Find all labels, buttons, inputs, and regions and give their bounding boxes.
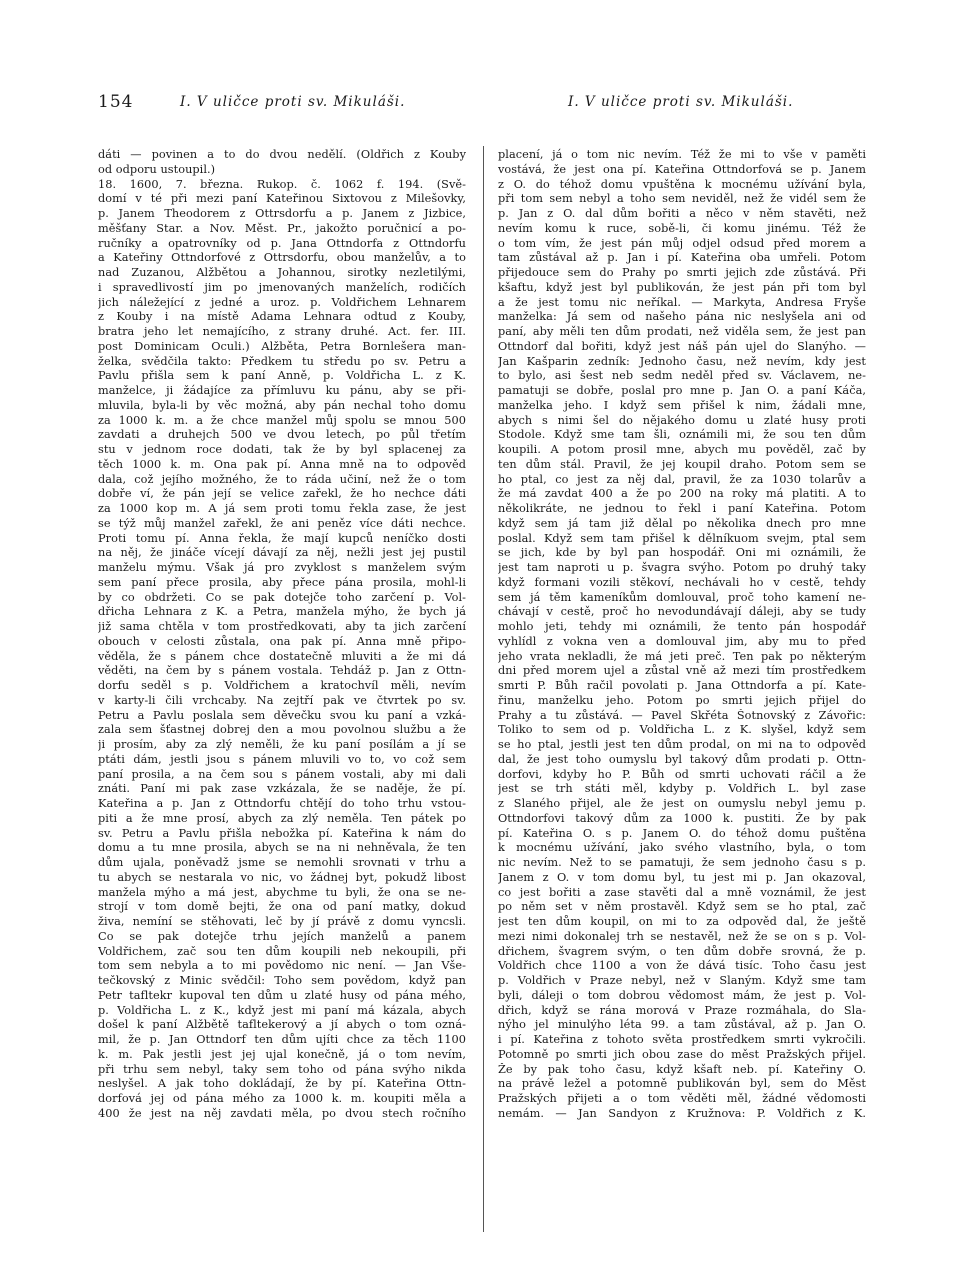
text-line: Že by pak toho času, když kšaft neb. pí. Kateřiny O. <box>498 1062 866 1076</box>
text-line: stu v jednom roce dodati, tak že by byl splacenej za <box>98 443 466 456</box>
text-line: Potomně po smrti jich obou zase do měst Pražských přijel. <box>498 1047 866 1061</box>
text-line: domu a tu mne prosila, abych se na ni nehněvala, že ten <box>98 841 466 855</box>
text-line: dala, což jejího možného, že to ráda učiní, než že o tom <box>98 472 466 486</box>
text-line: Voldřich chce 1100 a von že dává tisíc. Toho času jest <box>498 959 866 973</box>
text-line: zavdati a druhejch 500 ve dvou letech, po půl třetím <box>98 428 466 442</box>
running-head-left: I. V uličce proti sv. Mikuláši. <box>180 94 406 110</box>
text-line: kšaftu, když jest byl publikován, že jest pán při tom byl <box>498 280 866 294</box>
text-line: pí. Kateřina O. s p. Janem O. do téhož domu puštěna <box>498 826 866 840</box>
text-line: Toliko to sem od p. Voldřicha L. z K. slyšel, když sem <box>498 723 866 737</box>
text-line: pamatuji se dobře, poslal pro mne p. Jan O. a paní Káča, <box>498 384 866 397</box>
text-line: sem paní přece prosila, aby přece pána prosila, mohl-li <box>98 575 466 589</box>
text-line: Co se pak dotejče trhu jejích manželů a panem <box>98 929 466 943</box>
text-line: domí v té při mezi paní Kateřinou Sixtovou z Milešovky, <box>98 192 466 206</box>
text-line: i pí. Kateřina z tohoto světa prostředkem smrti vykročili. <box>498 1033 866 1046</box>
text-line: nemám. — Jan Sandyon z Kružnova: P. Voldřich z K. <box>498 1106 866 1120</box>
text-line: věděti, na čem by s pánem vostala. Tehdáž p. Jan z Ottn- <box>98 664 466 678</box>
text-line: p. Voldřicha L. z K., když jest mi paní má kázala, abych <box>98 1003 466 1017</box>
text-line: a že jest tomu nic neříkal. — Markyta, Andresa Fryše <box>498 295 866 309</box>
text-line: mluvila, byla-li by věc možná, aby pán nechal toho domu <box>98 398 466 412</box>
text-line: živa, nemíní se stěhovati, leč by jí právě z domu vyncsli. <box>98 915 466 928</box>
text-line: za 1000 k. m. a že chce manžel můj spolu se mnou 500 <box>98 413 466 427</box>
text-line: těch 1000 k. m. Ona pak pí. Anna mně na to odpověd <box>98 457 466 471</box>
text-line: dorfu seděl s p. Voldřichem a kratochvíl měli, nevím <box>98 679 466 692</box>
text-line: několikráte, ne jednou to řekl i paní Kateřina. Potom <box>498 502 866 515</box>
text-line: p. Jan z O. dal dům bořiti a něco v něm stavěti, než <box>498 207 866 220</box>
text-line: bratra jeho let nemajícího, z strany druhé. Act. fer. III. <box>98 325 466 338</box>
text-line: poslal. Když sem tam přišel k dělníkuom svejm, ptal sem <box>498 531 866 545</box>
text-line: dorfová jej od pána mého za 1000 k. m. koupiti měla a <box>98 1092 466 1105</box>
text-line: manželu mýmu. Však já pro zvyklost s manželem svým <box>98 561 466 574</box>
text-line: po něm set v něm prostavěl. Když sem se ho ptal, zač <box>498 900 866 914</box>
text-line: koupili. A potom prosil mne, abych mu pověděl, zač by <box>498 443 866 456</box>
text-line: na právě ležel a potomně publikován byl, sem do Měst <box>498 1077 866 1091</box>
text-line: i spravedlivostí jim po jmenovaných manželích, rodičích <box>98 280 466 294</box>
text-line: měšťany Star. a Nov. Měst. Pr., jakožto poručnicí a po- <box>98 221 466 235</box>
text-line: manželka jeho. I když sem přišel k nim, žádali mne, <box>498 398 866 412</box>
text-line: při trhu sem nebyl, taky sem toho od pána svýho nikda <box>98 1062 466 1076</box>
text-line: nic nevím. Než to se pamatuji, že sem jednoho času s p. <box>498 856 866 869</box>
text-line: neslyšel. A jak toho dokládají, že by pí. Kateřina Ottn- <box>98 1077 466 1091</box>
text-line: nevím komu k ruce, sobě-li, či komu jinému. Též že <box>498 221 866 235</box>
text-line: co jest bořiti a zase stavěti dal a mně voznámil, že jest <box>498 885 866 899</box>
text-line: paní prosila, a na čem sou s pánem vostali, aby mi dali <box>98 767 466 781</box>
text-line: znáti. Paní mi pak zase vzkázala, že se naděje, že pí. <box>98 782 466 796</box>
text-line: dům ujala, poněvadž jsme se nemohli srovnati v trhu a <box>98 856 466 869</box>
running-head-right: I. V uličce proti sv. Mikuláši. <box>568 94 794 110</box>
text-line: byli, dáleji o tom dobrou vědomost mám, že jest p. Vol- <box>498 988 866 1002</box>
text-line: p. Janem Theodorem z Ottrsdorfu a p. Janem z Jizbice, <box>98 207 466 220</box>
text-line: chávají v cestě, proč ho nevodundávají dáleji, aby se tudy <box>498 605 866 619</box>
text-line: post Dominicam Oculi.) Alžběta, Petra Bornlešera man- <box>98 339 466 353</box>
text-line: ten dům stál. Pravil, že jej koupil draho. Potom sem se <box>498 457 866 471</box>
text-line: v karty-li čili vrchcaby. Na zejtří pak ve čtvrtek po sv. <box>98 693 466 707</box>
text-line: ručníky a opatrovníky od p. Jana Ottndorfa z Ottndorfu <box>98 236 466 250</box>
text-line: k mocnému užívání, jako svého vlastního, byla, o tom <box>498 841 866 855</box>
text-line: tečkovský z Minic svědčil: Toho sem povědom, když pan <box>98 974 466 987</box>
text-line: by co obdržeti. Co se pak dotejče toho zarčení p. Vol- <box>98 590 466 604</box>
text-line: obouch v celosti zůstala, ona pak pí. Anna mně připo- <box>98 634 466 648</box>
text-line: k. m. Pak jestli jest jej ujal konečně, já o tom nevím, <box>98 1047 466 1061</box>
left-column <box>98 148 466 1122</box>
text-line: dorfovi, kdyby ho P. Bůh od smrti uchovati ráčil a že <box>498 767 866 781</box>
text-line: jich náležející z jedné a uroz. p. Voldřichem Lehnarem <box>98 295 466 309</box>
text-line: se týž můj manžel zařekl, že ani peněz více dáti nechce. <box>98 516 466 530</box>
text-line: se ho ptal, jestli jest ten dům prodal, on mi na to odpověd <box>498 738 866 751</box>
text-line: dřichem, švagrem svým, o ten dům dobře srovná, že p. <box>498 944 866 958</box>
text-line: tu abych se nestarala vo nic, vo žádnej byt, pokudž libost <box>98 870 466 884</box>
text-line: mohlo jeti, tehdy mi oznámili, že tento pán hospodář <box>498 620 866 633</box>
text-line: manželce, ji žádajíce za přímluvu ku pánu, aby se při- <box>98 384 466 397</box>
text-line: Jan Kašparin zedník: Jednoho času, než nevím, kdy jest <box>498 354 866 368</box>
text-line: vyhlídl z vokna ven a domlouval jim, aby mu to před <box>498 634 866 648</box>
text-line: Prahy a tu zůstává. — Pavel Skřéta Šotnovský z Závořic: <box>498 708 866 722</box>
text-line: se jich, kde by byl pan hospodář. Oni mi oznámili, že <box>498 546 866 560</box>
page-header <box>0 92 960 118</box>
text-line: přijedouce sem do Prahy po smrti jejich zde zůstává. Při <box>498 266 866 279</box>
text-line: piti a že mne prosí, abych za zlý neměla. Ten pátek po <box>98 811 466 825</box>
text-line: manželka: Já sem od našeho pána nic neslyšela ani od <box>498 310 866 324</box>
text-line: o tom vím, že jest pán můj odjel odsud před morem a <box>498 236 866 250</box>
text-line: z Slaného přijel, ale že jest on oumyslu nebyl jemu p. <box>498 797 866 810</box>
text-line: jest tam naproti u p. švagra svýho. Potom po druhý taky <box>498 561 866 574</box>
text-line: ho ptal, co jest za něj dal, pravil, že za 1030 tolarův a <box>498 472 866 486</box>
text-line: Proti tomu pí. Anna řekla, že mají kupců neníčko dosti <box>98 531 466 545</box>
text-line: nýho jel minulýho léta 99. a tam zůstával, až p. Jan O. <box>498 1018 866 1032</box>
text-line: Stodole. Když sme tam šli, oznámili mi, že sou ten dům <box>498 428 866 442</box>
text-line: strojí v tom domě bejti, že ona od paní matky, dokud <box>98 900 466 914</box>
text-line: při tom sem nebyl a toho sem neviděl, než že vidél sem že <box>498 192 866 206</box>
text-line: Ottndorf dal bořiti, když jest náš pán ujel do Slanýho. — <box>498 339 866 353</box>
text-line: od odporu ustoupil.) <box>98 162 216 176</box>
text-line: Janem z O. v tom domu byl, tu jest mi p. Jan okazoval, <box>498 870 866 884</box>
text-line: jest se trh státi měl, kdyby p. Voldřich L. byl zase <box>498 782 866 796</box>
text-line: želka, svědčila takto: Předkem tu středu po sv. Petru a <box>98 354 466 368</box>
text-line: Voldřichem, zač sou ten dům koupili neb nekoupili, při <box>98 944 466 958</box>
text-line: dal, že jest toho oumyslu byl takový dům prodati p. Ottn- <box>498 752 866 766</box>
text-line: když sem já tam již dělal po několika dnech pro mne <box>498 516 866 530</box>
text-line: řinu, manželku jeho. Potom po smrti jejich přijel do <box>498 693 866 707</box>
text-line: vostává, že jest ona pí. Kateřina Ottndorfová se p. Janem <box>498 162 866 176</box>
column-divider <box>483 146 484 1232</box>
text-line: již sama chtěla v tom prostředkovati, aby ta jich zarčení <box>98 620 466 633</box>
text-line: věděla, že s pánem chce dostatečně mluviti a že mi dá <box>98 649 466 663</box>
text-line: že má zavdat 400 a že po 200 na roky má platiti. A to <box>498 487 866 501</box>
text-line: za 1000 kop m. A já sem proti tomu řekla zase, že jest <box>98 502 466 515</box>
text-line: Pavlu přišla sem k paní Anně, p. Voldřicha L. z K. <box>98 369 466 383</box>
text-line: z O. do téhož domu vpuštěna k mocnému užívání byla, <box>498 177 866 191</box>
text-line: p. Voldřich v Praze nebyl, než v Slaným. Když sme tam <box>498 974 866 987</box>
text-line: jest ten dům koupil, on mi to za odpověd dal, že ještě <box>498 915 866 928</box>
text-line: Petr tafltekr kupoval ten dům u zlaté husy od pána mého, <box>98 988 466 1002</box>
text-line: tam zůstával až p. Jan i pí. Kateřina oba umřeli. Potom <box>498 251 866 265</box>
text-line: na něj, že jináče vícejí dávají za něj, nežli jest jej pustil <box>98 546 466 560</box>
text-line: z Kouby i na místě Adama Lehnara odtud z Kouby, <box>98 310 466 324</box>
text-line: placení, já o tom nic nevím. Též že mi to vše v paměti <box>498 148 866 161</box>
text-line: ji prosím, aby za zlý neměli, že ku paní posílám a jí se <box>98 738 466 751</box>
text-line: Ottndorfovi takový dům za 1000 k. pustiti. Že by pak <box>498 811 866 825</box>
text-line: ptáti dám, jestli jsou s pánem mluvili vo to, vo což sem <box>98 752 466 766</box>
text-line: dáti — povinen a to do dvou nedělí. (Oldřich z Kouby <box>98 148 466 161</box>
text-line: Pražských přijeti a o tom věděti měl, žádné vědomosti <box>498 1092 866 1105</box>
text-line: sem já těm kameníkům domlouval, proč toho kamení ne- <box>498 590 866 604</box>
text-line: dobře ví, že pán její se velice zařekl, že ho nechce dáti <box>98 487 466 501</box>
text-line: manžela mýho a má jest, abychme tu byli, že ona se ne- <box>98 885 466 899</box>
text-line: zala sem šťastnej dobrej den a mou povolnou službu a že <box>98 723 466 737</box>
text-line: abych s nimi šel do nějakého domu u zlaté husy proti <box>498 413 866 427</box>
text-line: paní, aby měli ten dům prodati, než viděla sem, že jest pan <box>498 325 866 338</box>
text-line: dni před morem ujel a zůstal vně až mezi tím prostředkem <box>498 664 866 678</box>
text-line: sv. Petru a Pavlu přišla nebožka pí. Kateřina k nám do <box>98 826 466 840</box>
text-line: mil, že p. Jan Ottndorf ten dům ujíti chce za těch 1100 <box>98 1033 466 1046</box>
text-line: a Kateřiny Ottndorfové z Ottrsdorfu, obou manželův, a to <box>98 251 466 265</box>
text-line: tom sem nebyla a to mi povědomo nic není. — Jan Vše- <box>98 959 466 973</box>
text-line: dřich, když se rána morová v Praze rozmáhala, do Sla- <box>498 1003 866 1017</box>
text-line: Kateřina a p. Jan z Ottndorfu chtějí do toho trhu vstou- <box>98 797 466 810</box>
text-line: došel k paní Alžbětě tafltekerový a jí abych o tom ozná- <box>98 1018 466 1032</box>
text-line: nad Zuzanou, Alžbětou a Johannou, sirotky nezletilými, <box>98 266 466 279</box>
page-number: 154 <box>98 92 134 112</box>
text-line: 18. 1600, 7. března. Rukop. č. 1062 f. 194. (Svě- <box>98 177 466 191</box>
text-line: dřicha Lehnara z K. a Petra, manžela mýho, že bych já <box>98 605 466 619</box>
text-line: 400 že jest na něj zavdati měla, po dvou stech ročního <box>98 1106 466 1120</box>
text-line: smrti P. Bůh račil povolati p. Jana Ottndorfa a pí. Kate- <box>498 679 866 692</box>
text-line: mezi nimi dokonalej trh se nestavěl, než že se on s p. Vol- <box>498 929 866 943</box>
text-line: když formani vozili stěkoví, nechávali ho v cestě, tehdy <box>498 575 866 589</box>
text-line: to bylo, asi šest neb sedm neděl před sv. Václavem, ne- <box>498 369 866 383</box>
text-line: Petru a Pavlu poslala sem děvečku svou ku paní a vzká- <box>98 708 466 722</box>
text-line: jeho vrata nekladli, že má jeti preč. Ten pak po některým <box>498 649 866 663</box>
right-column <box>498 148 866 1122</box>
